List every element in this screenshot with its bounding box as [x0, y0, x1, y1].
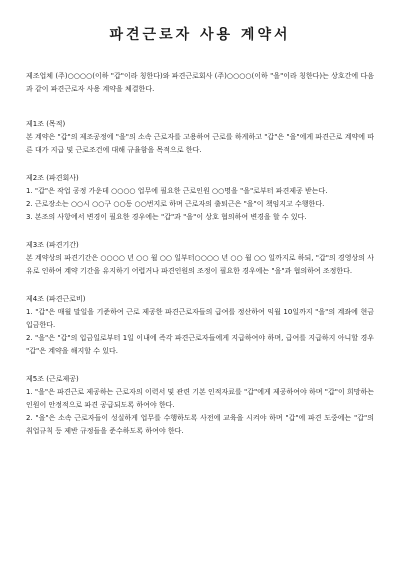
article-1 — [26, 118, 374, 157]
article-heading: 제1조 (목적) — [26, 120, 66, 128]
article-paragraph: 1. "갑"은 작업 공정 가운데 ○○○○ 업무에 필요한 근로인원 ○○명을 "을"로부터 파견제공 받는다. — [26, 187, 328, 195]
article-4 — [26, 293, 374, 358]
article-paragraph: 2. 근로장소는 ○○시 ○○구 ○○동 ○○번지로 하며 근로자의 출퇴근은 "을"이 책임지고 수행한다. — [26, 200, 325, 208]
article-heading: 제4조 (파견근로비) — [26, 295, 86, 303]
article-5 — [26, 373, 374, 438]
article-paragraph: 1. "을"은 파견근로 제공하는 근로자의 이력서 및 관련 기본 인적자료를 "갑"에게 제공하여야 하며 "갑"이 희망하는 인원이 안정적으로 파견 공급되도록 하여야 한다. — [26, 388, 374, 409]
article-paragraph: 2. "을"은 "갑"의 입금일로부터 1일 이내에 즉각 파견근로자들에게 지급하여야 하며, 급여를 지급하지 아니할 경우 "갑"은 계약을 해지할 수 있다. — [26, 334, 374, 355]
document-title: 파견근로자 사용 계약서 — [109, 27, 291, 43]
document-intro: 제조업체 (주)○○○○(이하 "갑"이라 칭한다)와 파견근로회사 (주)○○○○(이하 "을"이라 칭한다)는 상호간에 다음과 같이 파견근로자 사용 계약을 체결한다. — [26, 72, 374, 93]
article-paragraph: 본 계약은 "갑"의 제조공정에 "을"의 소속 근로자를 고용하여 근로를 하게하고 "갑"은 "을"에게 파견근로 계약에 따른 대가 지급 및 근로조건에 대해 규율함을 목적으로 한다. — [26, 133, 374, 154]
article-paragraph: 1. "갑"은 매월 말일을 기준하여 근로 제공한 파견근로자들의 급여를 정산하여 익월 10일까지 "을"의 계좌에 현금 입금한다. — [26, 308, 374, 329]
article-paragraph: 2. "을"은 소속 근로자들이 성실하게 업무를 수행하도록 사전에 교육을 시켜야 하며 "갑"에 파견 도중에는 "갑"의 취업규칙 등 제반 규정들을 준수하도록 하여야 한다. — [26, 414, 374, 435]
article-2 — [26, 172, 374, 224]
article-heading: 제3조 (파견기간) — [26, 241, 79, 249]
article-paragraph: 3. 본조의 사항에서 변경이 필요한 경우에는 "갑"과 "을"이 상호 협의하여 변경을 할 수 있다. — [26, 213, 307, 221]
article-heading: 제5조 (근로제공) — [26, 375, 79, 383]
article-heading: 제2조 (파견회사) — [26, 174, 79, 182]
article-3 — [26, 239, 374, 278]
article-paragraph: 본 계약상의 파견기간은 ○○○○ 년 ○○ 월 ○○ 일부터○○○○ 년 ○○ 월 ○○ 일까지로 하되, "갑"의 경영상의 사유로 인하여 계약 기간을 유지하기 어렵거나 파견인원의 조정이 필요한 경우에는 "을"과 협의하여 조정한다. — [26, 254, 374, 275]
